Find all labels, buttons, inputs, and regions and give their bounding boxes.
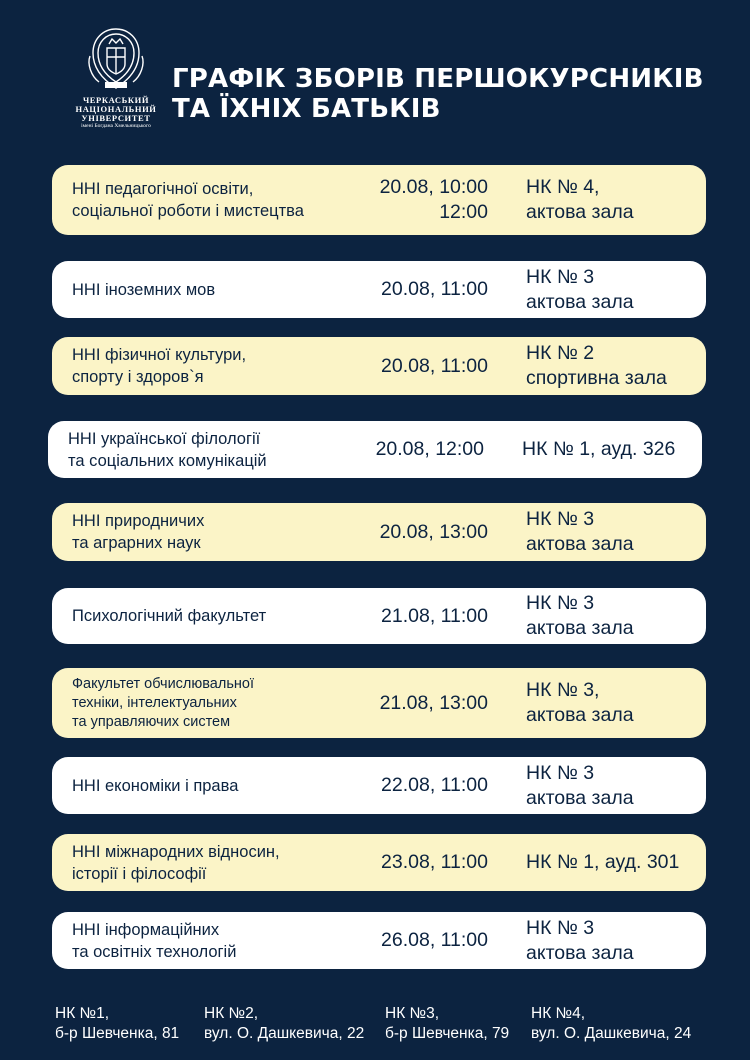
university-crest-icon bbox=[85, 26, 147, 92]
faculty-name: ННІ української філології та соціальних комунікацій bbox=[68, 429, 267, 470]
meeting-location: НК № 3 актова зала bbox=[526, 508, 634, 555]
faculty-name: ННІ економіки і права bbox=[72, 776, 239, 795]
logo-line-3: УНІВЕРСИТЕТ bbox=[81, 113, 151, 123]
address-street: вул. О. Дашкевича, 24 bbox=[531, 1025, 692, 1042]
meeting-location: НК № 3 актова зала bbox=[526, 761, 634, 809]
meeting-location: НК № 2 спортивна зала bbox=[526, 342, 667, 389]
meeting-datetime: 20.08, 10:00 12:00 bbox=[379, 176, 488, 223]
address-building: НК №2, bbox=[204, 1005, 259, 1022]
logo-line-2: НАЦІОНАЛЬНИЙ bbox=[75, 104, 157, 114]
schedule-card bbox=[52, 834, 706, 891]
meeting-datetime: 20.08, 11:00 bbox=[381, 278, 488, 300]
schedule-card bbox=[48, 421, 702, 478]
address-street: вул. О. Дашкевича, 22 bbox=[204, 1025, 365, 1042]
address-building: НК №4, bbox=[531, 1005, 586, 1022]
faculty-name: Факультет обчислювальної техніки, інтелектуальних та управляючих систем bbox=[72, 675, 254, 730]
meeting-datetime: 23.08, 11:00 bbox=[381, 851, 488, 873]
meeting-location: НК № 3 актова зала bbox=[526, 592, 634, 639]
faculty-name: Психологічний факультет bbox=[72, 607, 267, 625]
meeting-datetime: 21.08, 13:00 bbox=[379, 691, 488, 714]
schedule-card bbox=[52, 337, 706, 395]
page-title: ГРАФІК ЗБОРІВ ПЕРШОКУРСНИКІВ ТА ЇХНІХ БАТЬКІВ bbox=[172, 64, 704, 124]
schedule-card bbox=[52, 165, 706, 235]
header bbox=[0, 0, 750, 160]
faculty-name: ННІ природничих та аграрних наук bbox=[72, 512, 205, 552]
logo-line-4: імені Богдана Хмельницького bbox=[81, 123, 151, 129]
faculty-name: ННІ міжнародних відносин, історії і філософії bbox=[72, 842, 280, 883]
meeting-datetime: 21.08, 11:00 bbox=[381, 604, 488, 627]
meeting-datetime: 20.08, 11:00 bbox=[381, 354, 488, 377]
address-street: б-р Шевченка, 81 bbox=[55, 1025, 180, 1042]
faculty-name: ННІ іноземних мов bbox=[72, 280, 216, 299]
schedule-card bbox=[52, 588, 706, 644]
faculty-name: ННІ фізичної культури, спорту і здоров`я bbox=[72, 346, 247, 386]
schedule-card bbox=[52, 668, 706, 738]
university-name bbox=[70, 96, 162, 130]
address-item bbox=[55, 1004, 179, 1044]
meeting-location: НК № 4, актова зала bbox=[526, 176, 634, 223]
meeting-location: НК № 1, ауд. 301 bbox=[526, 851, 680, 873]
address-item bbox=[204, 1004, 364, 1044]
schedule-card bbox=[52, 912, 706, 969]
meeting-datetime: 20.08, 12:00 bbox=[375, 438, 484, 460]
meeting-datetime: 20.08, 13:00 bbox=[379, 520, 488, 543]
university-logo bbox=[70, 26, 162, 130]
meeting-datetime: 22.08, 11:00 bbox=[381, 774, 488, 796]
meeting-location: НК № 1, ауд. 326 bbox=[522, 438, 676, 460]
logo-line-1: ЧЕРКАСЬКИЙ bbox=[82, 95, 150, 105]
meeting-location: НК № 3, актова зала bbox=[526, 679, 634, 726]
faculty-name: ННІ інформаційних та освітніх технологій bbox=[72, 920, 237, 961]
address-item bbox=[531, 1004, 691, 1044]
schedule-card bbox=[52, 503, 706, 561]
address-building: НК №1, bbox=[55, 1005, 110, 1022]
address-building: НК №3, bbox=[385, 1005, 440, 1022]
address-item bbox=[385, 1004, 509, 1044]
faculty-name: ННІ педагогічної освіти, соціальної роботи і мистецтва bbox=[72, 180, 304, 220]
meeting-location: НК № 3 актова зала bbox=[526, 916, 634, 964]
schedule-card bbox=[52, 757, 706, 814]
address-street: б-р Шевченка, 79 bbox=[385, 1025, 510, 1042]
meeting-datetime: 26.08, 11:00 bbox=[381, 929, 488, 951]
meeting-location: НК № 3 актова зала bbox=[526, 265, 634, 313]
schedule-card bbox=[52, 261, 706, 318]
